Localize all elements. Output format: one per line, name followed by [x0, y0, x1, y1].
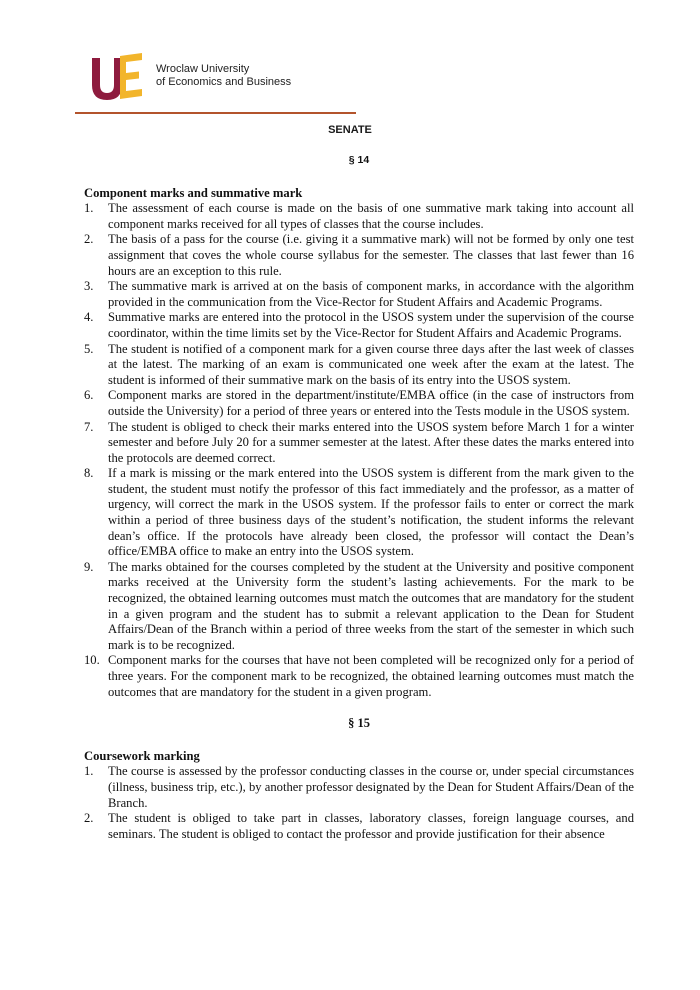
- item-number: 1.: [84, 201, 94, 216]
- university-name-line2: of Economics and Business: [156, 76, 292, 88]
- item-text: The assessment of each course is made on the basis of one summative mark taking into account all component marks received for all types of classes that the course includes.: [108, 201, 634, 231]
- item-text: The student is obliged to take part in classes, laboratory classes, foreign language courses, and seminars. The student is obliged to contact the professor and provide justification for their absence: [108, 811, 634, 841]
- item-number: 3.: [84, 279, 94, 294]
- item-number: 2.: [84, 232, 94, 247]
- section-14-list: [84, 201, 634, 700]
- section-15-heading: Coursework marking: [84, 748, 200, 763]
- item-text: Component marks are stored in the department/institute/EMBA office (in the case of instructors from outside the University) for a period of three years or entered into the Tests module in the USOS system.: [108, 388, 634, 418]
- item-number: 8.: [84, 466, 94, 481]
- item-number: 10.: [84, 653, 100, 668]
- university-name-line1: Wroclaw University: [156, 63, 250, 75]
- university-logo: [90, 52, 390, 104]
- list-item: [84, 388, 634, 419]
- item-text: If a mark is missing or the mark entered into the USOS system is different from the mark given to the student, the student must notify the professor of this fact immediately and the professor, as a matter of urgency, will correct the mark in the USOS system. If the professor fails to enter or correct the mark within a period of three business days of the student’s notification, the student informs the relevant dean’s office. If the protocols have already been closed, the professor will contact the Dean’s office/EMBA office to make an entry into the USOS system.: [108, 466, 634, 559]
- list-item: [84, 653, 634, 700]
- list-item: [84, 232, 634, 279]
- section-15-list: [84, 764, 634, 842]
- list-item: [84, 764, 634, 811]
- item-number: 2.: [84, 811, 94, 826]
- section-15-mark: § 15: [348, 716, 370, 731]
- item-text: Summative marks are entered into the protocol in the USOS system under the supervision of the course coordinator, within the time limits set by the Vice-Rector for Student Affairs and Academic Programs.: [108, 310, 634, 340]
- header-divider: [75, 112, 356, 114]
- list-item: [84, 310, 634, 341]
- list-item: [84, 560, 634, 654]
- item-number: 1.: [84, 764, 94, 779]
- item-text: The summative mark is arrived at on the basis of component marks, in accordance with the algorithm provided in the communication from the Vice-Rector for Student Affairs and Academic Programs.: [108, 279, 634, 309]
- list-item: [84, 420, 634, 467]
- list-item: [84, 279, 634, 310]
- item-text: The student is obliged to check their marks entered into the USOS system before March 1 for a winter semester and before July 20 for a summer semester at the latest. After these dates the marks entered into the protocols are deemed correct.: [108, 419, 634, 465]
- document-body: [84, 153, 634, 842]
- section-14-heading: Component marks and summative mark: [84, 185, 303, 200]
- item-number: 4.: [84, 310, 94, 325]
- item-text: The marks obtained for the courses completed by the student at the University and positive component marks received at the University form the student’s lasting achievements. For the mark to be recognized, the obtained learning outcomes must match the outcomes that are mandatory for the student in a given program and the student has to submit a relevant application to the Dean for Student Affairs/Dean of the Branch within a period of three weeks from the start of the semester in which such mark is to be recognized.: [108, 559, 634, 652]
- list-item: [84, 342, 634, 389]
- list-item: [84, 466, 634, 560]
- item-text: The student is notified of a component mark for a given course three days after the last week of classes at the latest. The marking of an exam is communicated one week after the exam at the latest. The student is informed of their summative mark on the basis of its entry into the USOS system.: [108, 341, 634, 387]
- list-item: [84, 201, 634, 232]
- university-name: [156, 63, 291, 89]
- item-text: Component marks for the courses that have not been completed will be recognized only for a period of three years. For the component mark to be recognized, the obtained learning outcomes must match the outcomes that are mandatory for the student in a given program.: [108, 653, 634, 699]
- ue-logo-mark: [90, 52, 150, 102]
- section-14-mark: § 14: [348, 154, 370, 166]
- item-number: 9.: [84, 559, 94, 574]
- item-number: 6.: [84, 388, 94, 403]
- item-text: The basis of a pass for the course (i.e. giving it a summative mark) will not be formed by only one test assignment that coves the whole course syllabus for the semester. The classes that last fewer than 16 hours are an exception to this rule.: [108, 232, 634, 278]
- item-text: The course is assessed by the professor conducting classes in the course or, under special circumstances (illness, business trip, etc.), by another professor designated by the Dean for Student Affairs/Dean of the Branch.: [108, 764, 634, 810]
- list-item: [84, 811, 634, 842]
- item-number: 7.: [84, 419, 94, 434]
- item-number: 5.: [84, 341, 94, 356]
- senate-title: SENATE: [328, 124, 372, 136]
